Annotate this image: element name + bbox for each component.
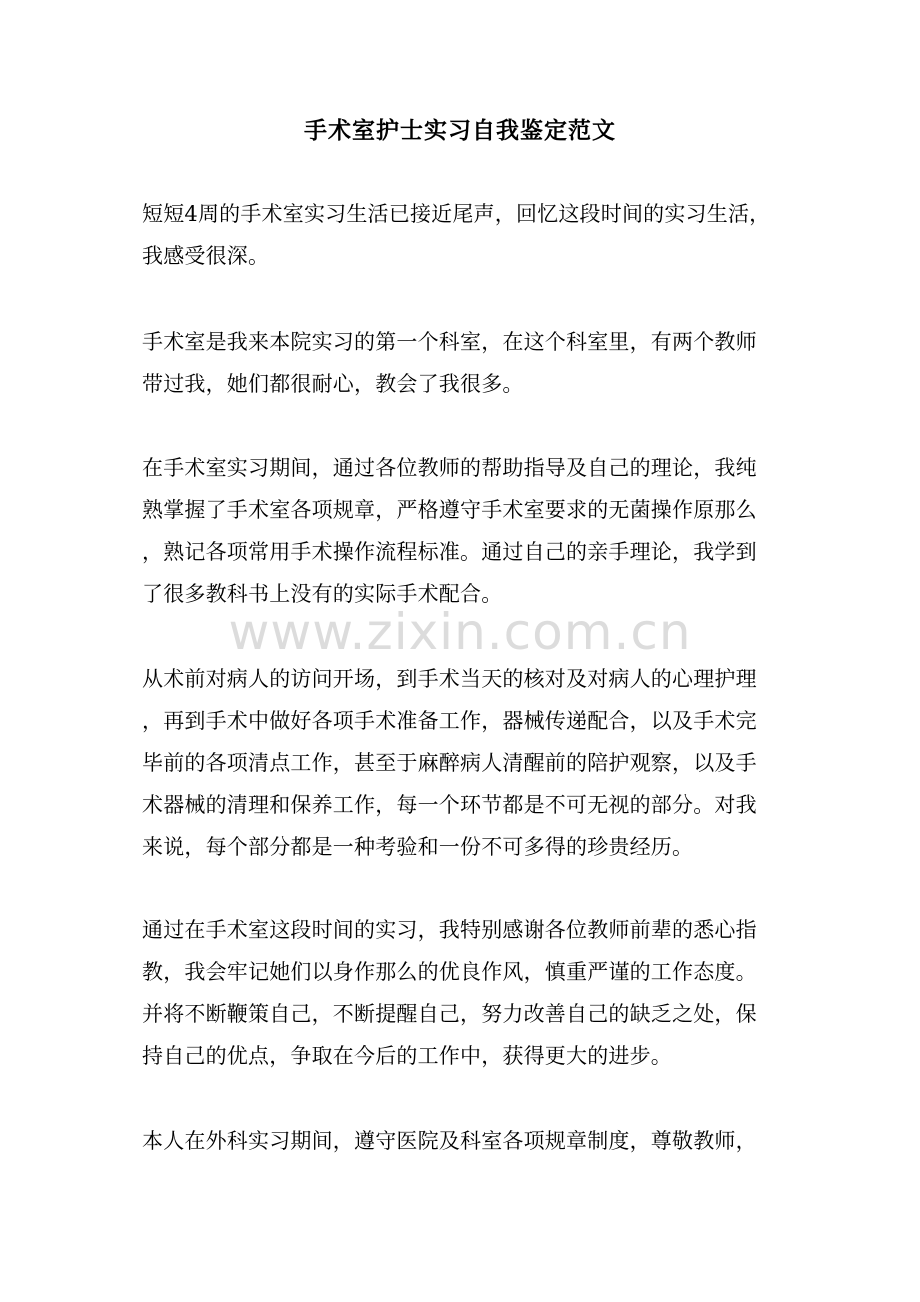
paragraph-line: 从术前对病人的访问开场，到手术当天的核对及对病人的心理护理 (142, 667, 757, 691)
paragraph-line: 本人在外科实习期间，遵守医院及科室各项规章制度，尊敬教师， (142, 1129, 757, 1153)
paragraph-line: 来说，每个部分都是一种考验和一份不可多得的珍贵经历。 (142, 835, 694, 859)
paragraph-line: 术器械的清理和保养工作，每一个环节都是不可无视的部分。对我 (142, 793, 757, 817)
paragraph-2 (142, 321, 782, 405)
paragraph-6 (142, 1120, 782, 1162)
paragraph-line: 通过在手术室这段时间的实习，我特别感谢各位教师前辈的悉心指 (142, 918, 757, 942)
paragraph-3 (142, 447, 782, 615)
paragraph-line: 熟掌握了手术室各项规章，严格遵守手术室要求的无菌操作原那么 (142, 498, 757, 522)
paragraph-line: 手术室是我来本院实习的第一个科室，在这个科室里，有两个教师 (142, 330, 757, 354)
paragraph-line: 了很多教科书上没有的实际手术配合。 (142, 582, 503, 606)
paragraph-line: 在手术室实习期间，通过各位教师的帮助指导及自己的理论，我纯 (142, 456, 757, 480)
paragraph-line: ，熟记各项常用手术操作流程标准。通过自己的亲手理论，我学到 (142, 540, 757, 564)
paragraph-line: 教，我会牢记她们以身作那么的优良作风，慎重严谨的工作态度。 (142, 960, 757, 984)
paragraph-line: ，再到手术中做好各项手术准备工作，器械传递配合，以及手术完 (142, 709, 757, 733)
paragraph-1 (142, 193, 782, 277)
paragraph-4 (142, 658, 782, 868)
watermark: www.zixin.com.cn (228, 603, 692, 661)
paragraph-5 (142, 909, 782, 1077)
paragraph-line: 持自己的优点，争取在今后的工作中，获得更大的进步。 (142, 1044, 672, 1068)
paragraph-line: 并将不断鞭策自己，不断提醒自己，努力改善自己的缺乏之处，保 (142, 1002, 757, 1026)
paragraph-line: 带过我，她们都很耐心，教会了我很多。 (142, 372, 524, 396)
paragraph-line: 毕前的各项清点工作，甚至于麻醉病人清醒前的陪护观察，以及手 (142, 751, 757, 775)
document-title: 手术室护士实习自我鉴定范文 (304, 117, 616, 144)
paragraph-line: 短短4周的手术室实习生活已接近尾声，回忆这段时间的实习生活， (142, 202, 771, 226)
paragraph-line: 我感受很深。 (142, 244, 270, 268)
